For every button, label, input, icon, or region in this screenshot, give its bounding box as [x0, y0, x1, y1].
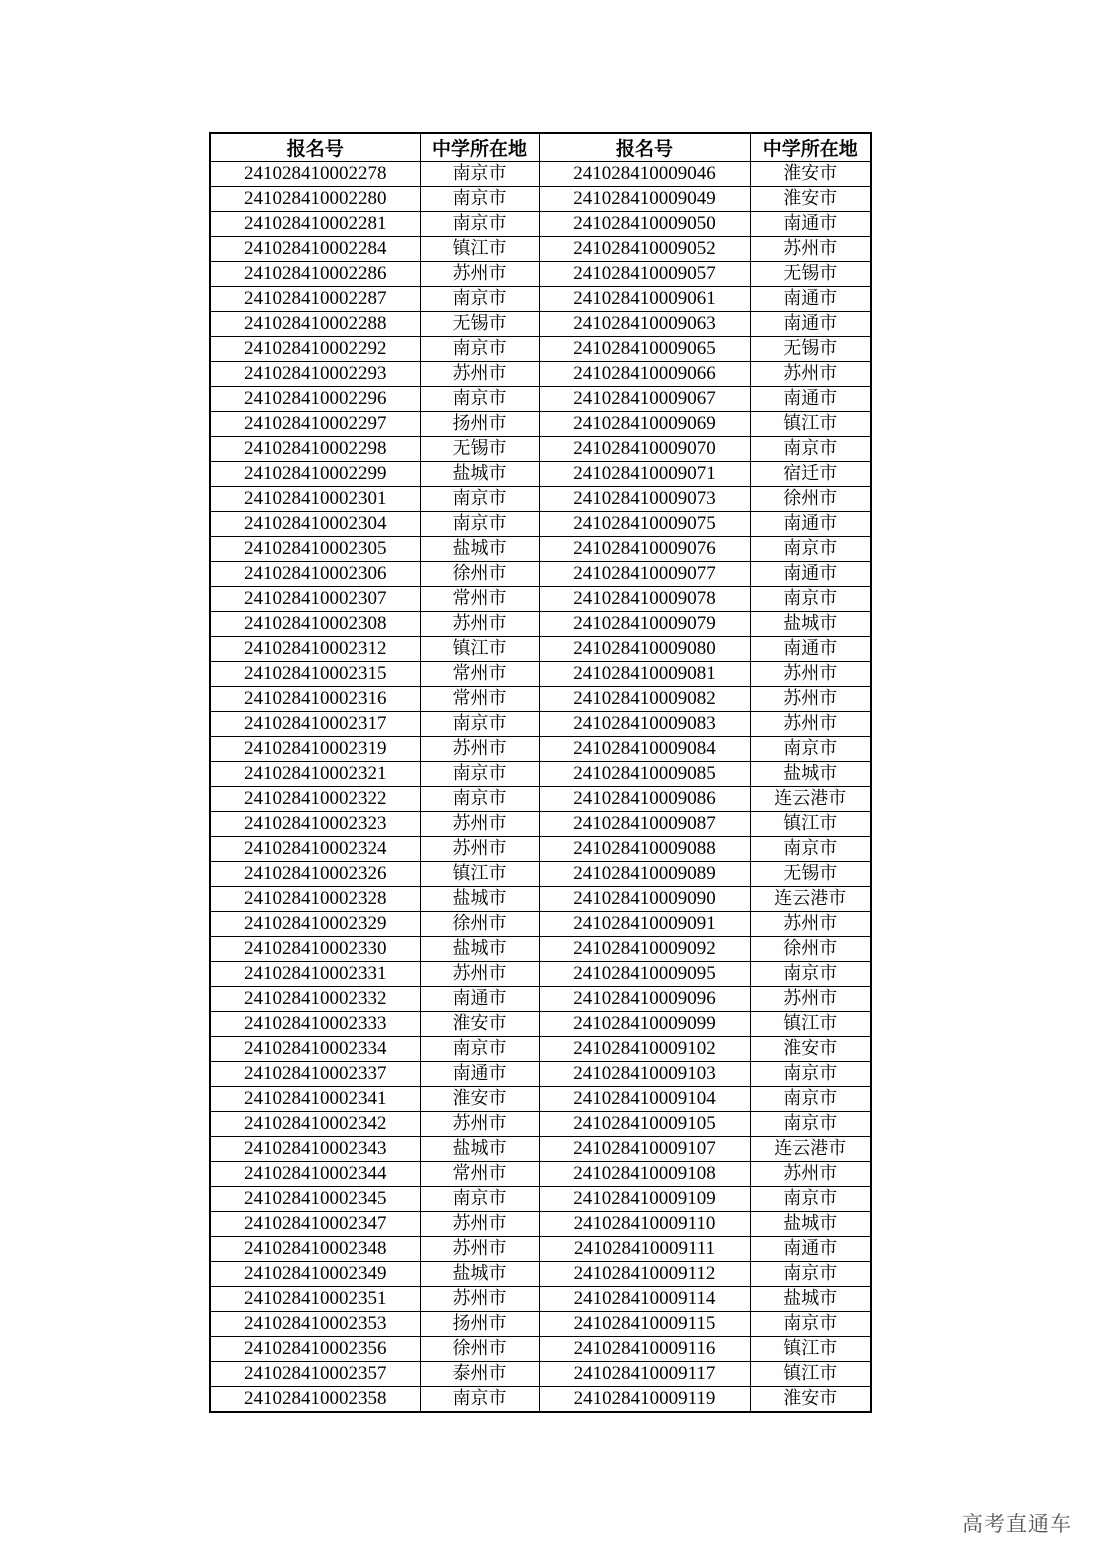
school-location-left-cell: 苏州市 — [420, 1287, 539, 1312]
school-location-right-cell: 南京市 — [750, 962, 871, 987]
school-location-left-cell: 南京市 — [420, 787, 539, 812]
school-location-left-cell: 南京市 — [420, 387, 539, 412]
registration-number-left-cell: 241028410002284 — [210, 237, 420, 262]
registration-number-right-cell: 241028410009063 — [539, 312, 750, 337]
school-location-left-cell: 南通市 — [420, 1062, 539, 1087]
school-location-right-cell: 镇江市 — [750, 1362, 871, 1387]
table-row — [210, 987, 871, 1012]
registration-number-right-cell: 241028410009117 — [539, 1362, 750, 1387]
registration-number-right-cell: 241028410009089 — [539, 862, 750, 887]
school-location-left-cell: 苏州市 — [420, 1212, 539, 1237]
school-location-left-cell: 盐城市 — [420, 887, 539, 912]
registration-number-left-cell: 241028410002317 — [210, 712, 420, 737]
table-row — [210, 662, 871, 687]
header-school-location-left: 中学所在地 — [420, 133, 539, 162]
school-location-right-cell: 南通市 — [750, 562, 871, 587]
school-location-right-cell: 苏州市 — [750, 662, 871, 687]
school-location-left-cell: 南京市 — [420, 712, 539, 737]
school-location-right-cell: 南京市 — [750, 1262, 871, 1287]
registration-number-right-cell: 241028410009116 — [539, 1337, 750, 1362]
school-location-right-cell: 南京市 — [750, 1062, 871, 1087]
table-row — [210, 637, 871, 662]
school-location-right-cell: 苏州市 — [750, 1162, 871, 1187]
school-location-right-cell: 镇江市 — [750, 412, 871, 437]
registration-number-left-cell: 241028410002348 — [210, 1237, 420, 1262]
registration-number-right-cell: 241028410009071 — [539, 462, 750, 487]
table-row — [210, 187, 871, 212]
registration-number-right-cell: 241028410009065 — [539, 337, 750, 362]
school-location-left-cell: 苏州市 — [420, 262, 539, 287]
table-row — [210, 937, 871, 962]
registration-table — [209, 132, 872, 1413]
registration-number-left-cell: 241028410002331 — [210, 962, 420, 987]
watermark-text: 高考直通车 — [962, 1512, 1072, 1536]
school-location-right-cell: 镇江市 — [750, 1012, 871, 1037]
table-row — [210, 537, 871, 562]
table-row — [210, 737, 871, 762]
registration-number-left-cell: 241028410002326 — [210, 862, 420, 887]
table-row — [210, 1012, 871, 1037]
school-location-right-cell: 盐城市 — [750, 1212, 871, 1237]
table-row — [210, 912, 871, 937]
header-registration-number-right: 报名号 — [539, 133, 750, 162]
school-location-left-cell: 镇江市 — [420, 637, 539, 662]
school-location-right-cell: 苏州市 — [750, 912, 871, 937]
registration-number-right-cell: 241028410009115 — [539, 1312, 750, 1337]
school-location-left-cell: 扬州市 — [420, 412, 539, 437]
registration-number-left-cell: 241028410002305 — [210, 537, 420, 562]
registration-number-left-cell: 241028410002333 — [210, 1012, 420, 1037]
registration-number-right-cell: 241028410009088 — [539, 837, 750, 862]
registration-number-left-cell: 241028410002292 — [210, 337, 420, 362]
registration-number-left-cell: 241028410002322 — [210, 787, 420, 812]
table-row — [210, 887, 871, 912]
school-location-left-cell: 徐州市 — [420, 562, 539, 587]
header-registration-number-left: 报名号 — [210, 133, 420, 162]
school-location-right-cell: 镇江市 — [750, 1337, 871, 1362]
table-row — [210, 437, 871, 462]
registration-number-right-cell: 241028410009081 — [539, 662, 750, 687]
registration-number-left-cell: 241028410002337 — [210, 1062, 420, 1087]
registration-number-left-cell: 241028410002332 — [210, 987, 420, 1012]
school-location-left-cell: 淮安市 — [420, 1087, 539, 1112]
table-row — [210, 812, 871, 837]
school-location-left-cell: 常州市 — [420, 687, 539, 712]
school-location-right-cell: 南通市 — [750, 637, 871, 662]
registration-number-right-cell: 241028410009114 — [539, 1287, 750, 1312]
school-location-right-cell: 无锡市 — [750, 862, 871, 887]
school-location-left-cell: 盐城市 — [420, 1262, 539, 1287]
registration-number-right-cell: 241028410009061 — [539, 287, 750, 312]
school-location-right-cell: 镇江市 — [750, 812, 871, 837]
school-location-left-cell: 南京市 — [420, 212, 539, 237]
table-body — [210, 162, 871, 1413]
school-location-right-cell: 南京市 — [750, 1187, 871, 1212]
school-location-left-cell: 南京市 — [420, 512, 539, 537]
registration-number-right-cell: 241028410009104 — [539, 1087, 750, 1112]
school-location-left-cell: 扬州市 — [420, 1312, 539, 1337]
registration-number-right-cell: 241028410009069 — [539, 412, 750, 437]
school-location-left-cell: 南通市 — [420, 987, 539, 1012]
registration-number-right-cell: 241028410009052 — [539, 237, 750, 262]
school-location-right-cell: 苏州市 — [750, 712, 871, 737]
school-location-right-cell: 南通市 — [750, 287, 871, 312]
table-row — [210, 312, 871, 337]
school-location-right-cell: 苏州市 — [750, 362, 871, 387]
school-location-left-cell: 南京市 — [420, 1387, 539, 1413]
school-location-right-cell: 盐城市 — [750, 1287, 871, 1312]
registration-number-right-cell: 241028410009080 — [539, 637, 750, 662]
registration-number-right-cell: 241028410009086 — [539, 787, 750, 812]
school-location-right-cell: 连云港市 — [750, 787, 871, 812]
registration-number-left-cell: 241028410002330 — [210, 937, 420, 962]
table-row — [210, 1112, 871, 1137]
table-row — [210, 362, 871, 387]
registration-number-left-cell: 241028410002308 — [210, 612, 420, 637]
registration-number-left-cell: 241028410002316 — [210, 687, 420, 712]
table-row — [210, 387, 871, 412]
school-location-left-cell: 常州市 — [420, 1162, 539, 1187]
registration-number-left-cell: 241028410002293 — [210, 362, 420, 387]
registration-number-right-cell: 241028410009067 — [539, 387, 750, 412]
school-location-left-cell: 镇江市 — [420, 237, 539, 262]
registration-number-left-cell: 241028410002334 — [210, 1037, 420, 1062]
school-location-right-cell: 徐州市 — [750, 487, 871, 512]
registration-number-left-cell: 241028410002357 — [210, 1362, 420, 1387]
school-location-right-cell: 无锡市 — [750, 262, 871, 287]
school-location-right-cell: 盐城市 — [750, 612, 871, 637]
registration-number-right-cell: 241028410009066 — [539, 362, 750, 387]
registration-number-left-cell: 241028410002343 — [210, 1137, 420, 1162]
school-location-left-cell: 南京市 — [420, 287, 539, 312]
registration-number-left-cell: 241028410002297 — [210, 412, 420, 437]
school-location-right-cell: 南通市 — [750, 312, 871, 337]
table-row — [210, 862, 871, 887]
school-location-right-cell: 苏州市 — [750, 687, 871, 712]
registration-number-left-cell: 241028410002344 — [210, 1162, 420, 1187]
school-location-right-cell: 苏州市 — [750, 237, 871, 262]
registration-number-right-cell: 241028410009084 — [539, 737, 750, 762]
school-location-right-cell: 淮安市 — [750, 1387, 871, 1413]
registration-number-right-cell: 241028410009111 — [539, 1237, 750, 1262]
registration-number-left-cell: 241028410002321 — [210, 762, 420, 787]
table-row — [210, 237, 871, 262]
table-row — [210, 612, 871, 637]
registration-number-left-cell: 241028410002341 — [210, 1087, 420, 1112]
table-header-row — [210, 133, 871, 162]
school-location-right-cell: 徐州市 — [750, 937, 871, 962]
school-location-left-cell: 苏州市 — [420, 1112, 539, 1137]
school-location-right-cell: 南京市 — [750, 837, 871, 862]
header-school-location-right: 中学所在地 — [750, 133, 871, 162]
registration-number-left-cell: 241028410002312 — [210, 637, 420, 662]
school-location-left-cell: 盐城市 — [420, 462, 539, 487]
registration-number-right-cell: 241028410009110 — [539, 1212, 750, 1237]
school-location-left-cell: 盐城市 — [420, 537, 539, 562]
school-location-left-cell: 南京市 — [420, 762, 539, 787]
registration-number-left-cell: 241028410002288 — [210, 312, 420, 337]
table-row — [210, 1287, 871, 1312]
table-row — [210, 1337, 871, 1362]
registration-number-left-cell: 241028410002286 — [210, 262, 420, 287]
school-location-left-cell: 无锡市 — [420, 437, 539, 462]
registration-number-left-cell: 241028410002304 — [210, 512, 420, 537]
registration-number-right-cell: 241028410009076 — [539, 537, 750, 562]
table-row — [210, 212, 871, 237]
school-location-right-cell: 盐城市 — [750, 762, 871, 787]
school-location-right-cell: 南京市 — [750, 437, 871, 462]
registration-number-left-cell: 241028410002347 — [210, 1212, 420, 1237]
table-row — [210, 262, 871, 287]
table-row — [210, 562, 871, 587]
registration-number-right-cell: 241028410009107 — [539, 1137, 750, 1162]
registration-number-left-cell: 241028410002323 — [210, 812, 420, 837]
table-row — [210, 587, 871, 612]
school-location-right-cell: 无锡市 — [750, 337, 871, 362]
registration-number-right-cell: 241028410009046 — [539, 162, 750, 187]
table-row — [210, 337, 871, 362]
registration-number-right-cell: 241028410009057 — [539, 262, 750, 287]
registration-number-left-cell: 241028410002315 — [210, 662, 420, 687]
school-location-left-cell: 常州市 — [420, 587, 539, 612]
registration-number-right-cell: 241028410009083 — [539, 712, 750, 737]
registration-number-right-cell: 241028410009070 — [539, 437, 750, 462]
table-row — [210, 762, 871, 787]
registration-number-left-cell: 241028410002351 — [210, 1287, 420, 1312]
registration-number-right-cell: 241028410009050 — [539, 212, 750, 237]
school-location-left-cell: 盐城市 — [420, 1137, 539, 1162]
table-row — [210, 1162, 871, 1187]
registration-number-right-cell: 241028410009077 — [539, 562, 750, 587]
registration-number-right-cell: 241028410009103 — [539, 1062, 750, 1087]
school-location-left-cell: 苏州市 — [420, 812, 539, 837]
registration-number-left-cell: 241028410002328 — [210, 887, 420, 912]
school-location-right-cell: 南京市 — [750, 1087, 871, 1112]
registration-number-left-cell: 241028410002324 — [210, 837, 420, 862]
school-location-left-cell: 南京市 — [420, 1187, 539, 1212]
registration-number-right-cell: 241028410009082 — [539, 687, 750, 712]
table-row — [210, 1262, 871, 1287]
registration-number-right-cell: 241028410009109 — [539, 1187, 750, 1212]
registration-number-left-cell: 241028410002280 — [210, 187, 420, 212]
school-location-right-cell: 淮安市 — [750, 187, 871, 212]
school-location-right-cell: 连云港市 — [750, 887, 871, 912]
school-location-right-cell: 苏州市 — [750, 987, 871, 1012]
registration-number-right-cell: 241028410009102 — [539, 1037, 750, 1062]
table-row — [210, 162, 871, 187]
registration-number-right-cell: 241028410009096 — [539, 987, 750, 1012]
table-row — [210, 1187, 871, 1212]
school-location-left-cell: 镇江市 — [420, 862, 539, 887]
table-row — [210, 1362, 871, 1387]
school-location-left-cell: 苏州市 — [420, 837, 539, 862]
registration-number-left-cell: 241028410002307 — [210, 587, 420, 612]
registration-number-left-cell: 241028410002342 — [210, 1112, 420, 1137]
school-location-left-cell: 常州市 — [420, 662, 539, 687]
school-location-left-cell: 徐州市 — [420, 1337, 539, 1362]
registration-number-left-cell: 241028410002349 — [210, 1262, 420, 1287]
school-location-left-cell: 无锡市 — [420, 312, 539, 337]
registration-number-left-cell: 241028410002299 — [210, 462, 420, 487]
school-location-left-cell: 徐州市 — [420, 912, 539, 937]
registration-number-right-cell: 241028410009091 — [539, 912, 750, 937]
registration-number-right-cell: 241028410009095 — [539, 962, 750, 987]
school-location-right-cell: 南通市 — [750, 212, 871, 237]
registration-number-left-cell: 241028410002329 — [210, 912, 420, 937]
registration-number-right-cell: 241028410009090 — [539, 887, 750, 912]
table-row — [210, 1237, 871, 1262]
school-location-right-cell: 南京市 — [750, 587, 871, 612]
table-row — [210, 962, 871, 987]
school-location-left-cell: 南京市 — [420, 162, 539, 187]
school-location-left-cell: 苏州市 — [420, 612, 539, 637]
registration-number-right-cell: 241028410009085 — [539, 762, 750, 787]
table-row — [210, 787, 871, 812]
registration-number-left-cell: 241028410002358 — [210, 1387, 420, 1413]
school-location-right-cell: 南通市 — [750, 1237, 871, 1262]
school-location-right-cell: 南通市 — [750, 512, 871, 537]
registration-number-right-cell: 241028410009075 — [539, 512, 750, 537]
registration-number-left-cell: 241028410002278 — [210, 162, 420, 187]
registration-number-right-cell: 241028410009087 — [539, 812, 750, 837]
table-row — [210, 287, 871, 312]
school-location-left-cell: 南京市 — [420, 337, 539, 362]
school-location-left-cell: 南京市 — [420, 487, 539, 512]
table-row — [210, 1312, 871, 1337]
table-row — [210, 1087, 871, 1112]
school-location-left-cell: 南京市 — [420, 1037, 539, 1062]
school-location-right-cell: 南京市 — [750, 1112, 871, 1137]
school-location-right-cell: 南京市 — [750, 737, 871, 762]
school-location-right-cell: 南京市 — [750, 1312, 871, 1337]
registration-number-left-cell: 241028410002281 — [210, 212, 420, 237]
registration-number-left-cell: 241028410002319 — [210, 737, 420, 762]
registration-number-left-cell: 241028410002356 — [210, 1337, 420, 1362]
registration-number-left-cell: 241028410002345 — [210, 1187, 420, 1212]
table-row — [210, 687, 871, 712]
registration-number-right-cell: 241028410009092 — [539, 937, 750, 962]
table-row — [210, 712, 871, 737]
registration-number-left-cell: 241028410002353 — [210, 1312, 420, 1337]
table-row — [210, 487, 871, 512]
school-location-left-cell: 苏州市 — [420, 737, 539, 762]
school-location-right-cell: 南京市 — [750, 537, 871, 562]
registration-number-right-cell: 241028410009119 — [539, 1387, 750, 1413]
table-row — [210, 837, 871, 862]
school-location-left-cell: 苏州市 — [420, 962, 539, 987]
registration-number-left-cell: 241028410002301 — [210, 487, 420, 512]
school-location-left-cell: 苏州市 — [420, 1237, 539, 1262]
registration-number-left-cell: 241028410002306 — [210, 562, 420, 587]
school-location-left-cell: 南京市 — [420, 187, 539, 212]
registration-number-right-cell: 241028410009112 — [539, 1262, 750, 1287]
school-location-left-cell: 泰州市 — [420, 1362, 539, 1387]
table-row — [210, 462, 871, 487]
school-location-right-cell: 宿迁市 — [750, 462, 871, 487]
school-location-right-cell: 连云港市 — [750, 1137, 871, 1162]
registration-number-right-cell: 241028410009049 — [539, 187, 750, 212]
table-row — [210, 1137, 871, 1162]
registration-number-left-cell: 241028410002298 — [210, 437, 420, 462]
school-location-right-cell: 南通市 — [750, 387, 871, 412]
registration-number-right-cell: 241028410009078 — [539, 587, 750, 612]
table-row — [210, 512, 871, 537]
registration-number-left-cell: 241028410002287 — [210, 287, 420, 312]
registration-number-right-cell: 241028410009073 — [539, 487, 750, 512]
table-row — [210, 412, 871, 437]
school-location-left-cell: 淮安市 — [420, 1012, 539, 1037]
registration-number-right-cell: 241028410009079 — [539, 612, 750, 637]
table-row — [210, 1387, 871, 1413]
registration-number-right-cell: 241028410009105 — [539, 1112, 750, 1137]
registration-number-left-cell: 241028410002296 — [210, 387, 420, 412]
school-location-left-cell: 盐城市 — [420, 937, 539, 962]
school-location-left-cell: 苏州市 — [420, 362, 539, 387]
table-row — [210, 1212, 871, 1237]
registration-number-right-cell: 241028410009108 — [539, 1162, 750, 1187]
table-row — [210, 1037, 871, 1062]
school-location-right-cell: 淮安市 — [750, 162, 871, 187]
school-location-right-cell: 淮安市 — [750, 1037, 871, 1062]
table-row — [210, 1062, 871, 1087]
registration-number-right-cell: 241028410009099 — [539, 1012, 750, 1037]
